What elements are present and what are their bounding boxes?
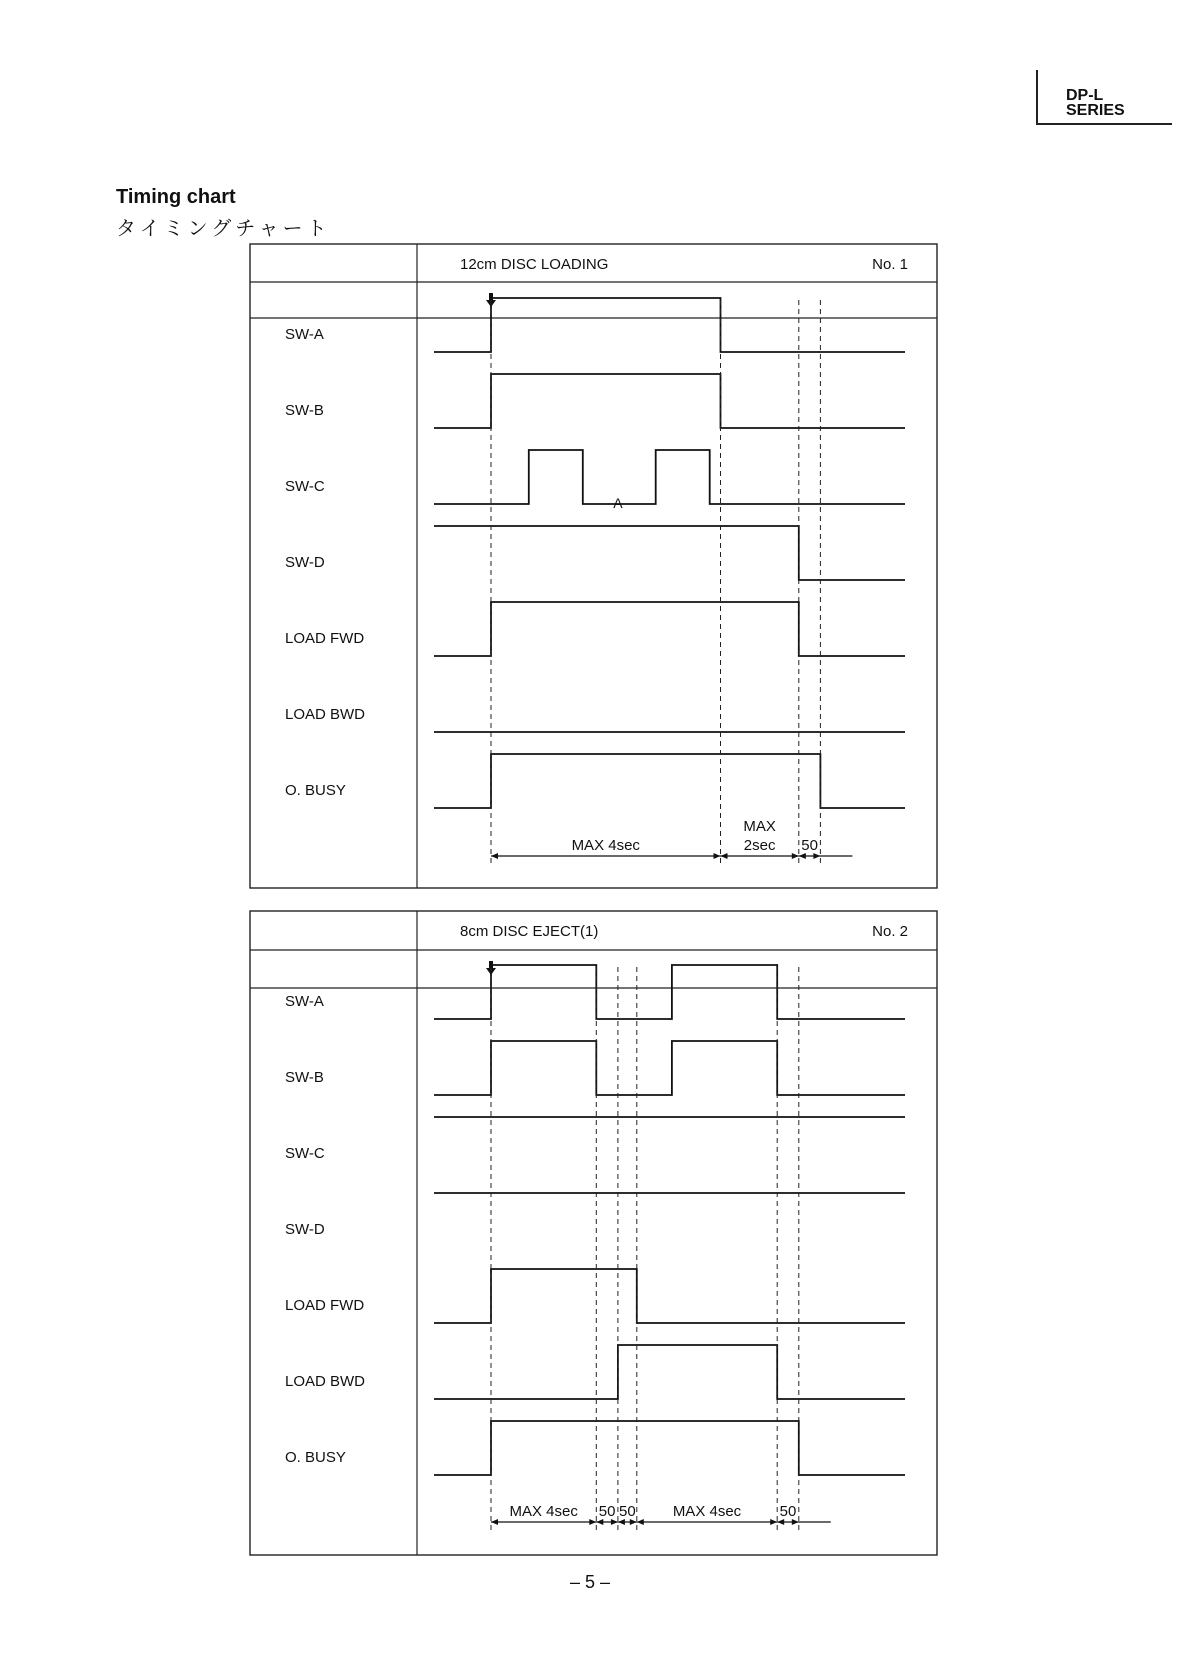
chart2-interval-label: 50 <box>619 1503 636 1520</box>
chart2-signal-label: LOAD BWD <box>285 1373 366 1390</box>
chart1-dimension-arrow <box>792 853 799 859</box>
chart2-waveform <box>434 1269 905 1323</box>
chart1-waveform-note: A <box>613 495 623 511</box>
chart1-interval-label: MAX 4sec <box>571 837 640 854</box>
chart2-signal-label: SW-A <box>285 993 324 1010</box>
series-label: SERIES <box>1066 102 1125 119</box>
chart1-dimension-arrow <box>491 853 498 859</box>
chart2-waveform <box>434 1421 905 1475</box>
chart1-signal-label: SW-D <box>285 554 325 571</box>
chart1-waveform <box>434 754 905 808</box>
chart1-frame <box>250 244 937 888</box>
chart2-interval-label: MAX 4sec <box>672 1503 742 1520</box>
chart2-dimension-arrow <box>637 1519 644 1525</box>
chart1-waveform <box>434 450 905 504</box>
chart1-interval-label: 2sec <box>743 837 776 854</box>
chart2-number: No. 2 <box>872 923 908 940</box>
chart1-signal-label: LOAD BWD <box>285 706 366 723</box>
chart2-frame <box>250 911 937 1555</box>
chart2-dimension-arrow <box>770 1519 777 1525</box>
chart2-signal-label: SW-D <box>285 1221 325 1238</box>
chart2-signal-label: SW-B <box>285 1069 324 1086</box>
chart1-dimension-arrow <box>721 853 728 859</box>
page-title: Timing chart <box>116 186 236 208</box>
chart1-signal-label: SW-B <box>285 402 324 419</box>
chart2-waveform <box>434 1345 905 1399</box>
chart1-interval-label: 50 <box>801 837 818 854</box>
chart1-waveform <box>434 374 905 428</box>
page-title-japanese: タイミングチャート <box>116 216 331 240</box>
chart1-dimension-arrow <box>714 853 721 859</box>
chart2-waveform <box>434 1041 905 1095</box>
chart1-number: No. 1 <box>872 256 908 273</box>
chart2-signal-label: LOAD FWD <box>285 1297 365 1314</box>
chart1-waveform <box>434 298 905 352</box>
chart1-signal-label: SW-A <box>285 326 324 343</box>
chart2-dimension-arrow <box>491 1519 498 1525</box>
page-number: – 5 – <box>569 1572 611 1592</box>
chart1-interval-label: MAX <box>743 818 776 835</box>
chart1-waveform <box>434 526 905 580</box>
chart2-dimension-arrow <box>589 1519 596 1525</box>
chart1-signal-label: O. BUSY <box>285 782 346 799</box>
series-model: DP-L <box>1066 87 1104 104</box>
chart2-title: 8cm DISC EJECT(1) <box>460 923 599 940</box>
chart2-signal-label: SW-C <box>285 1145 325 1162</box>
chart2-interval-label: 50 <box>598 1503 616 1520</box>
chart2-signal-label: O. BUSY <box>285 1449 346 1466</box>
chart2-interval-label: 50 <box>779 1503 797 1520</box>
chart1-signal-label: SW-C <box>285 478 325 495</box>
chart2-waveform <box>434 965 905 1019</box>
chart1-title: 12cm DISC LOADING <box>460 256 609 273</box>
chart1-signal-label: LOAD FWD <box>285 630 365 647</box>
chart2-interval-label: MAX 4sec <box>509 1503 578 1520</box>
chart1-waveform <box>434 602 905 656</box>
